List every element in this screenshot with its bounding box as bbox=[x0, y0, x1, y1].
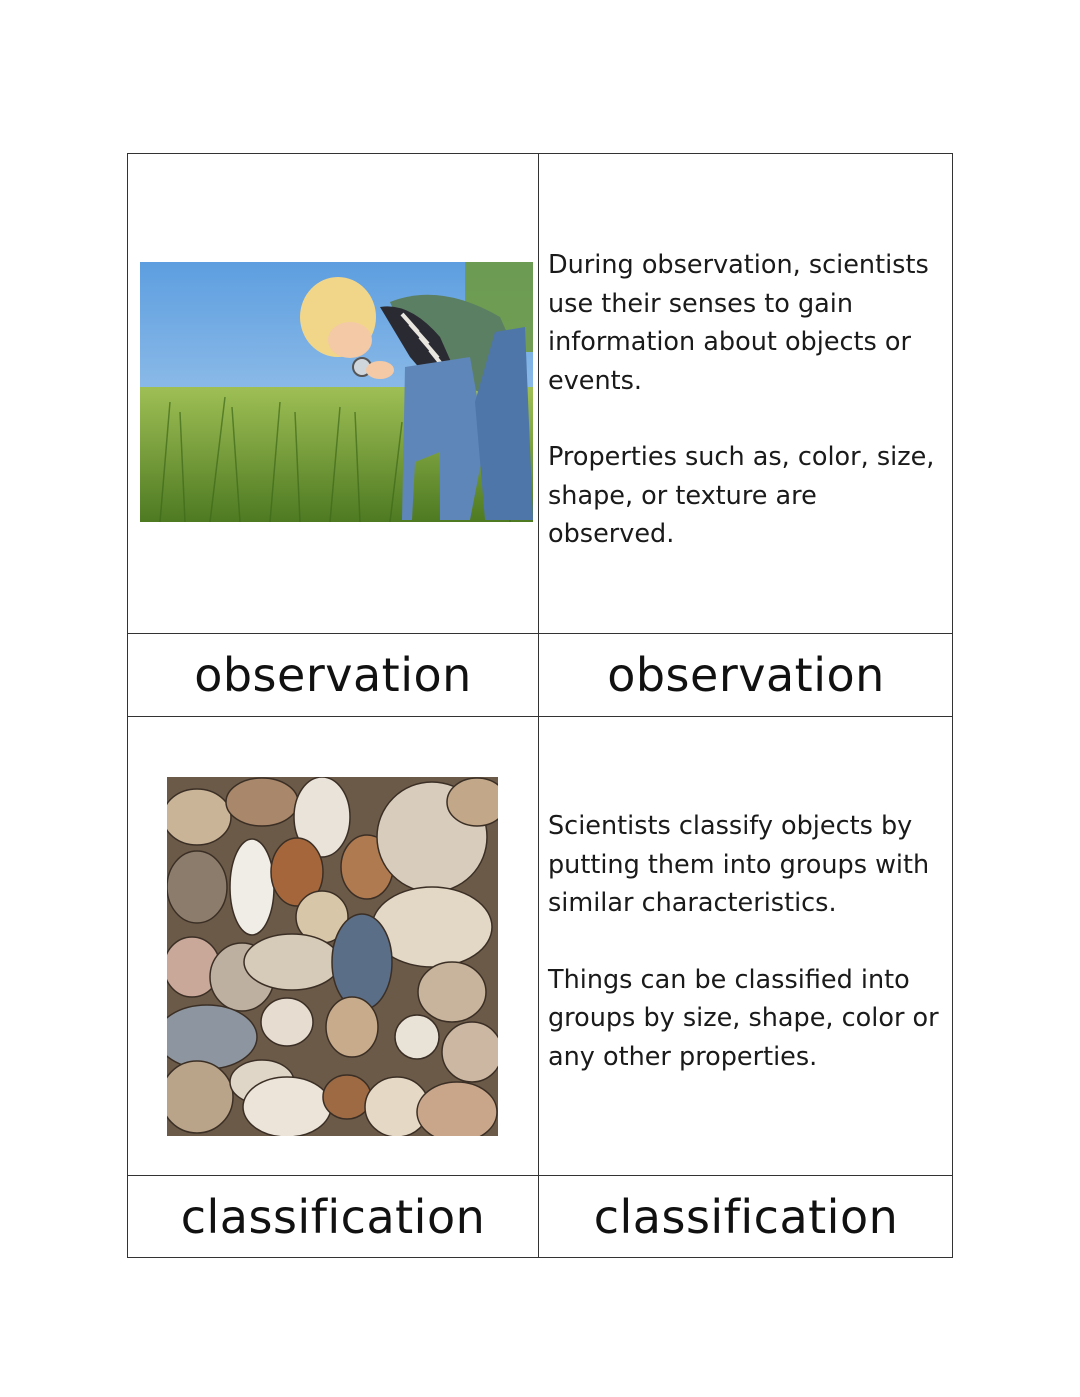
observation-description bbox=[539, 246, 953, 554]
observation-label-right: observation bbox=[607, 648, 885, 702]
classification-description bbox=[539, 807, 953, 1076]
classification-photo bbox=[167, 777, 498, 1136]
row-divider-2 bbox=[128, 716, 952, 717]
classification-label-right: classification bbox=[593, 1189, 899, 1244]
observation-description-paragraph-1: During observation, scientists use their senses to gain information about objects or events. bbox=[548, 250, 929, 396]
observation-photo bbox=[140, 262, 533, 522]
observation-label-left: observation bbox=[194, 648, 472, 702]
observation-description-paragraph-2: Properties such as, color, size, shape, or texture are observed. bbox=[548, 442, 935, 549]
card-sheet bbox=[127, 153, 953, 1258]
classification-description-paragraph-2: Things can be classified into groups by size, shape, color or any other properties. bbox=[548, 964, 939, 1072]
classification-label-left: classification bbox=[180, 1189, 486, 1244]
classification-description-paragraph-1: Scientists classify objects by putting them into groups with similar characteristics. bbox=[548, 811, 930, 918]
